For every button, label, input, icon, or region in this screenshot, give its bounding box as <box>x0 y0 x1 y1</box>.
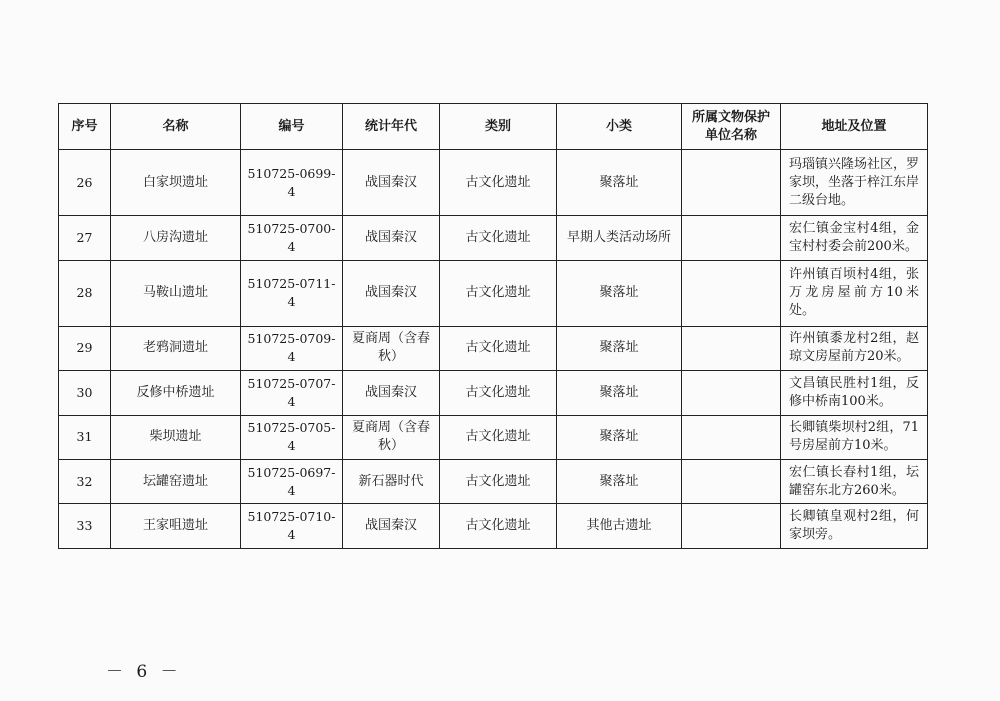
cell-address: 许州镇黍龙村2组，赵琼文房屋前方20米。 <box>781 326 928 370</box>
cell-protection-unit <box>682 415 781 459</box>
cell-code: 510725-0699-4 <box>241 150 343 216</box>
cell-protection-unit <box>682 371 781 415</box>
cell-address: 玛瑙镇兴隆场社区，罗家坝，坐落于梓江东岸二级台地。 <box>781 150 928 216</box>
cell-era: 夏商周（含春秋） <box>343 415 440 459</box>
page-number: － 6 － <box>106 662 182 682</box>
cell-era: 战国秦汉 <box>343 260 440 326</box>
cell-no: 26 <box>59 150 111 216</box>
cell-no: 28 <box>59 260 111 326</box>
header-name: 名称 <box>111 104 241 150</box>
cell-protection-unit <box>682 216 781 260</box>
header-protection-unit: 所属文物保护单位名称 <box>682 104 781 150</box>
cell-no: 30 <box>59 371 111 415</box>
cell-subtype: 聚落址 <box>557 460 682 504</box>
cell-subtype: 聚落址 <box>557 371 682 415</box>
cell-protection-unit <box>682 504 781 549</box>
cell-address: 宏仁镇长春村1组，坛罐窑东北方260米。 <box>781 460 928 504</box>
cell-code: 510725-0697-4 <box>241 460 343 504</box>
cell-subtype: 聚落址 <box>557 415 682 459</box>
cell-address: 长卿镇皇观村2组，何家坝旁。 <box>781 504 928 549</box>
cell-no: 29 <box>59 326 111 370</box>
table-header-row <box>59 104 928 150</box>
header-category: 类别 <box>440 104 557 150</box>
table-row <box>59 460 928 504</box>
cell-category: 古文化遗址 <box>440 460 557 504</box>
cell-code: 510725-0707-4 <box>241 371 343 415</box>
header-no: 序号 <box>59 104 111 150</box>
cell-subtype: 早期人类活动场所 <box>557 216 682 260</box>
cell-era: 战国秦汉 <box>343 371 440 415</box>
cell-no: 33 <box>59 504 111 549</box>
cell-era: 战国秦汉 <box>343 216 440 260</box>
cell-protection-unit <box>682 260 781 326</box>
cell-name: 八房沟遗址 <box>111 216 241 260</box>
cell-category: 古文化遗址 <box>440 216 557 260</box>
cell-name: 王家咀遗址 <box>111 504 241 549</box>
cell-era: 战国秦汉 <box>343 150 440 216</box>
cell-era: 夏商周（含春秋） <box>343 326 440 370</box>
table-row <box>59 216 928 260</box>
cell-name: 白家坝遗址 <box>111 150 241 216</box>
cell-name: 坛罐窑遗址 <box>111 460 241 504</box>
cell-protection-unit <box>682 150 781 216</box>
cell-no: 31 <box>59 415 111 459</box>
cell-code: 510725-0705-4 <box>241 415 343 459</box>
cell-address: 宏仁镇金宝村4组，金宝村村委会前200米。 <box>781 216 928 260</box>
cell-protection-unit <box>682 326 781 370</box>
cell-address: 许州镇百顷村4组，张万龙房屋前方10米处。 <box>781 260 928 326</box>
cell-protection-unit <box>682 460 781 504</box>
cell-code: 510725-0700-4 <box>241 216 343 260</box>
table-row <box>59 150 928 216</box>
cell-subtype: 其他古遗址 <box>557 504 682 549</box>
cell-category: 古文化遗址 <box>440 326 557 370</box>
cell-category: 古文化遗址 <box>440 371 557 415</box>
table-row <box>59 326 928 370</box>
cell-subtype: 聚落址 <box>557 260 682 326</box>
table-row <box>59 371 928 415</box>
table-row <box>59 504 928 549</box>
cell-no: 32 <box>59 460 111 504</box>
cell-subtype: 聚落址 <box>557 150 682 216</box>
cell-code: 510725-0709-4 <box>241 326 343 370</box>
cell-subtype: 聚落址 <box>557 326 682 370</box>
header-era: 统计年代 <box>343 104 440 150</box>
cell-category: 古文化遗址 <box>440 504 557 549</box>
cell-name: 反修中桥遗址 <box>111 371 241 415</box>
cell-era: 新石器时代 <box>343 460 440 504</box>
cell-category: 古文化遗址 <box>440 260 557 326</box>
cell-name: 马鞍山遗址 <box>111 260 241 326</box>
table-row <box>59 260 928 326</box>
header-code: 编号 <box>241 104 343 150</box>
header-subtype: 小类 <box>557 104 682 150</box>
table-row <box>59 415 928 459</box>
cell-address: 长卿镇柴坝村2组，71号房屋前方10米。 <box>781 415 928 459</box>
cell-address: 文昌镇民胜村1组，反修中桥南100米。 <box>781 371 928 415</box>
cell-no: 27 <box>59 216 111 260</box>
cell-category: 古文化遗址 <box>440 415 557 459</box>
cell-name: 柴坝遗址 <box>111 415 241 459</box>
cell-code: 510725-0711-4 <box>241 260 343 326</box>
heritage-sites-table <box>58 103 928 549</box>
cell-code: 510725-0710-4 <box>241 504 343 549</box>
cell-name: 老鸦洞遗址 <box>111 326 241 370</box>
header-address: 地址及位置 <box>781 104 928 150</box>
cell-era: 战国秦汉 <box>343 504 440 549</box>
cell-category: 古文化遗址 <box>440 150 557 216</box>
